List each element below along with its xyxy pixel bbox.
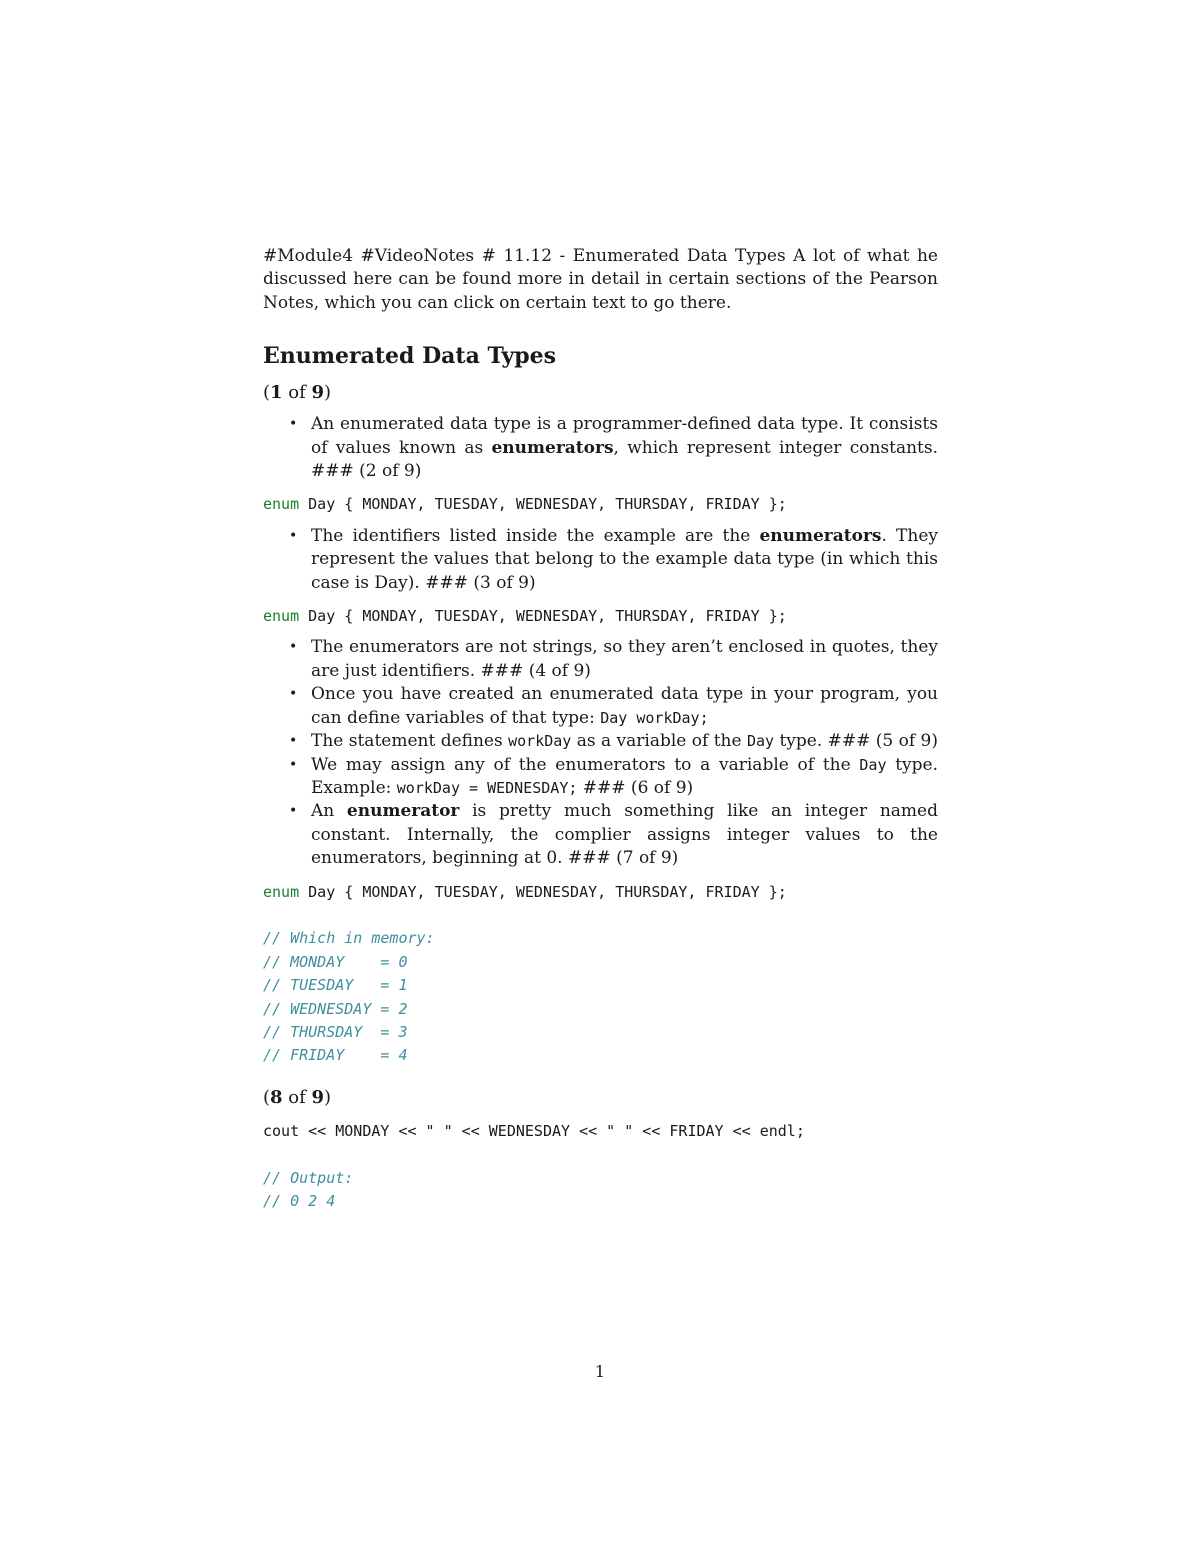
list-item: • An enumerated data type is a programmer-defined data type. It consists of values known as enumerators, which represent integer constants. ### (2 of 9): [311, 413, 938, 483]
code-block-enum-2: enum Day { MONDAY, TUESDAY, WEDNESDAY, THURSDAY, FRIDAY };: [263, 607, 787, 626]
code-comment: // FRIDAY = 4: [263, 1046, 408, 1065]
code-block-enum-3: enum Day { MONDAY, TUESDAY, WEDNESDAY, THURSDAY, FRIDAY }; // Which in memory: // MONDAY = 0 // TUESDAY = 1 // WEDNESDAY = 2 // THURSDAY = 3 // FRIDAY = 4: [263, 882, 787, 1065]
code-comment: // Output:: [263, 1168, 354, 1187]
document-page: [263, 245, 938, 1213]
bullet-list-3: [263, 636, 938, 870]
code-comment: // Which in memory:: [263, 929, 435, 948]
code-comment: // TUESDAY = 1: [263, 976, 408, 995]
slide-marker-1: (1 of 9): [263, 382, 332, 404]
list-item: • The statement defines workDay as a variable of the Day type. ### (5 of 9): [311, 730, 938, 753]
code-comment: // WEDNESDAY = 2: [263, 999, 408, 1018]
code-block-cout: cout << MONDAY << " " << WEDNESDAY << " " << FRIDAY << endl; // Output: // 0 2 4: [263, 1121, 805, 1210]
list-item: • The identifiers listed inside the example are the enumerators. They represent the values that belong to the example data type (in which this case is Day). ### (3 of 9): [311, 525, 938, 595]
code-comment: // MONDAY = 0: [263, 952, 408, 971]
list-item: • The enumerators are not strings, so they aren’t enclosed in quotes, they are just identifiers. ### (4 of 9): [311, 636, 938, 683]
bullet-list-2: [263, 525, 938, 595]
code-comment: // THURSDAY = 3: [263, 1022, 408, 1041]
code-keyword: enum: [263, 495, 300, 514]
code-keyword: enum: [263, 882, 300, 901]
section-heading: Enumerated Data Types: [263, 343, 556, 370]
slide-marker-8: (8 of 9): [263, 1086, 332, 1108]
list-item: • An enumerator is pretty much something like an integer named constant. Internally, the complier assigns integer values to the enumerators, beginning at 0. ### (7 of 9): [311, 800, 938, 870]
page-number: 1: [594, 1362, 606, 1381]
code-block-enum-1: enum Day { MONDAY, TUESDAY, WEDNESDAY, THURSDAY, FRIDAY };: [263, 495, 787, 514]
list-item: • We may assign any of the enumerators to a variable of the Day type. Example: workDay = WEDNESDAY; ### (6 of 9): [311, 754, 938, 801]
bullet-list-1: [263, 413, 938, 483]
code-keyword: enum: [263, 607, 300, 626]
code-comment: // 0 2 4: [263, 1192, 336, 1210]
list-item: • Once you have created an enumerated data type in your program, you can define variables of that type: Day workDay;: [311, 683, 938, 730]
intro-paragraph: #Module4 #VideoNotes # 11.12 - Enumerated Data Types A lot of what he discussed here can be found more in detail in certain sections of the Pearson Notes, which you can click on certain text to go there.: [263, 246, 938, 313]
